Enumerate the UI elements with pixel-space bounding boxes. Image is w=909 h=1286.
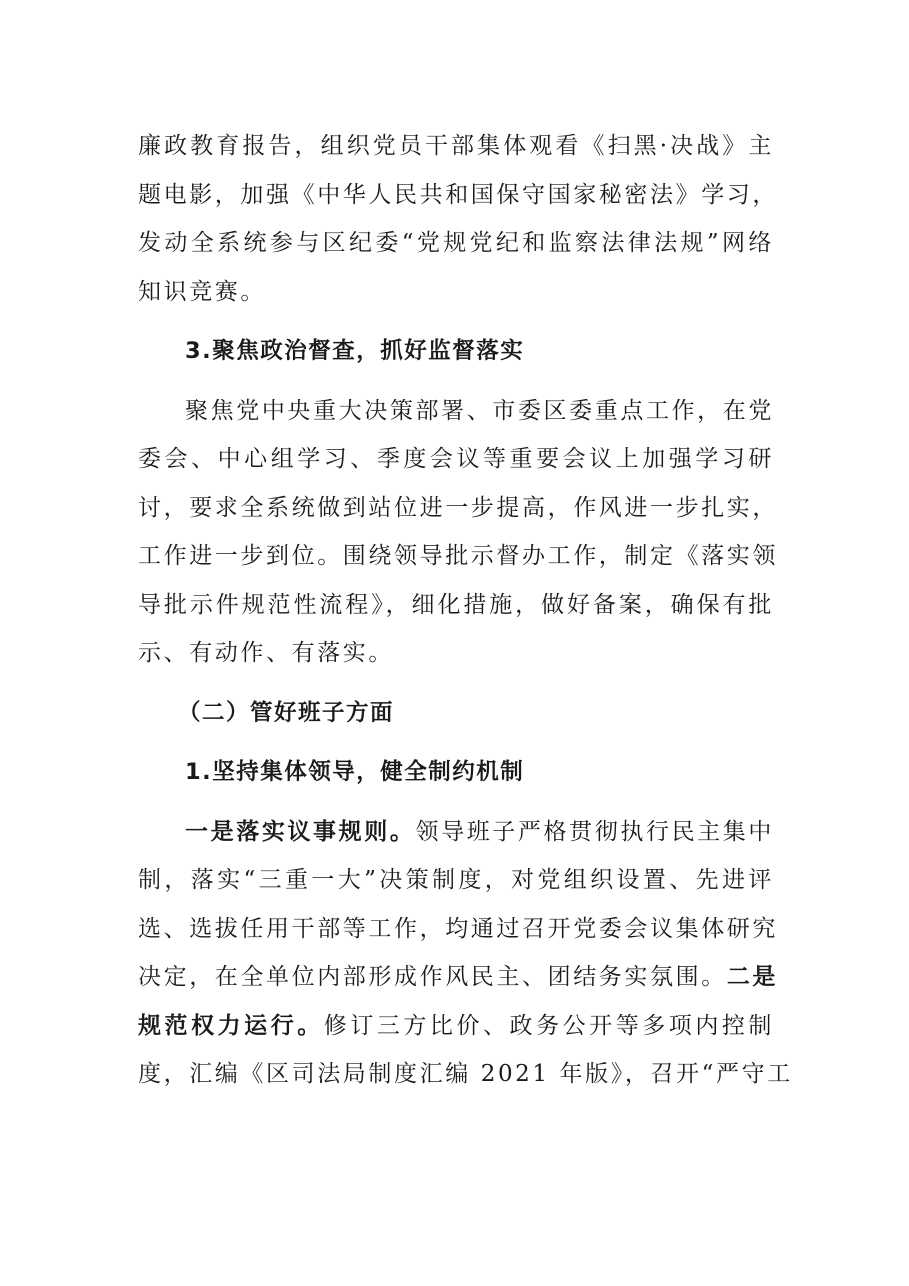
paragraph-2 xyxy=(138,387,778,678)
paragraph-2-line-1: 聚焦党中央重大决策部署、市委区委重点工作，在党 xyxy=(185,397,774,424)
paragraph-1-line-1: 廉政教育报告，组织党员干部集体观看《扫黑·决战》主 xyxy=(138,133,774,159)
paragraph-3-line-3: 选、选拔任用干部等工作，均通过召开党委会议集体研究 xyxy=(138,915,778,942)
paragraph-1-line-2: 题电影，加强《中华人民共和国保守国家秘密法》学习， xyxy=(138,181,778,208)
point-two-title-start: 二是 xyxy=(726,964,779,990)
paragraph-3-line-6: 度，汇编《区司法局制度汇编 2021 年版》，召开“严守工 xyxy=(138,1061,793,1087)
paragraph-1 xyxy=(138,122,778,316)
paragraph-2-line-6: 示、有动作、有落实。 xyxy=(138,640,394,666)
paragraph-3-line-4 xyxy=(138,953,779,1002)
document-page xyxy=(138,122,793,1099)
subheading-1-collective-leadership: 1.坚持集体领导，健全制约机制 xyxy=(185,759,525,785)
section-2-heading: （二）管好班子方面 xyxy=(178,699,395,726)
paragraph-3-line-5 xyxy=(138,1002,774,1051)
paragraph-1-line-4: 知识竞赛。 xyxy=(138,278,266,305)
heading-3-focus-political-supervision: 3.聚焦政治督查，抓好监督落实 xyxy=(185,338,525,364)
paragraph-3-line-5-text: 修订三方比价、政务公开等多项内控制 xyxy=(323,1012,775,1039)
paragraph-3-line-1-text: 领导班子严格贯彻执行民主集中 xyxy=(415,818,774,845)
paragraph-2-line-3: 讨，要求全系统做到站位进一步提高，作风进一步扎实， xyxy=(138,494,778,521)
paragraph-2-line-2: 委会、中心组学习、季度会议等重要会议上加强学习研 xyxy=(138,446,774,472)
paragraph-2-line-4: 工作进一步到位。围绕领导批示督办工作，制定《落实领 xyxy=(138,543,778,569)
paragraph-3-line-2: 制，落实“三重一大”决策制度，对党组织设置、先进评 xyxy=(138,867,774,893)
paragraph-3-line-1 xyxy=(138,808,774,857)
point-two-title-end: 规范权力运行。 xyxy=(138,1012,324,1039)
paragraph-1-line-3: 发动全系统参与区纪委“党规党纪和监察法律法规”网络 xyxy=(138,230,774,256)
point-one-title: 一是落实议事规则。 xyxy=(185,818,416,845)
paragraph-3 xyxy=(138,808,793,1099)
paragraph-2-line-5: 导批示件规范性流程》，细化措施，做好备案，确保有批 xyxy=(138,591,774,618)
paragraph-3-line-4-text: 决定，在全单位内部形成作风民主、团结务实氛围。 xyxy=(138,964,727,990)
